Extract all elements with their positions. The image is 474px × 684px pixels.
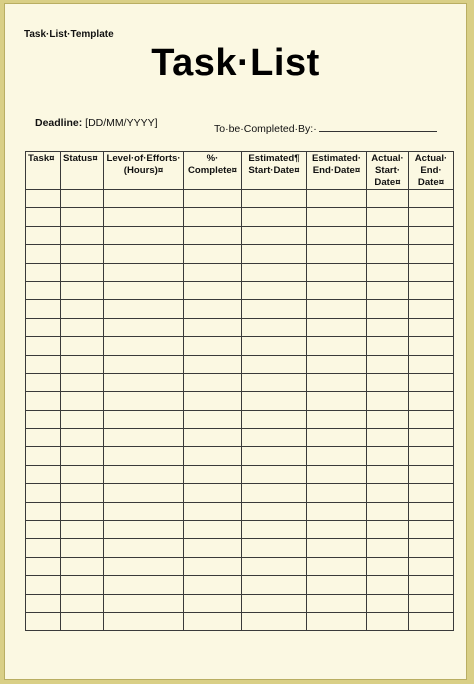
table-cell[interactable] <box>242 429 307 447</box>
table-cell[interactable] <box>367 465 409 483</box>
table-cell[interactable] <box>61 263 104 281</box>
table-cell[interactable] <box>184 612 242 630</box>
table-cell[interactable] <box>242 392 307 410</box>
table-cell[interactable] <box>242 208 307 226</box>
table-cell[interactable] <box>307 392 367 410</box>
table-cell[interactable] <box>26 576 61 594</box>
deadline-value: [DD/MM/YYYY] <box>82 117 158 129</box>
table-cell[interactable] <box>26 263 61 281</box>
table-cell[interactable] <box>409 410 454 428</box>
table-cell[interactable] <box>307 502 367 520</box>
table-cell[interactable] <box>409 484 454 502</box>
table-cell[interactable] <box>307 337 367 355</box>
table-cell[interactable] <box>307 429 367 447</box>
table-cell[interactable] <box>409 557 454 575</box>
table-cell[interactable] <box>61 539 104 557</box>
completed-by-blank-line <box>319 122 437 132</box>
table-row <box>26 502 454 520</box>
task-table <box>25 151 454 631</box>
header-level-of-efforts: Level·of·Efforts· (Hours)¤ <box>104 152 184 190</box>
table-cell[interactable] <box>104 429 184 447</box>
table-cell[interactable] <box>26 502 61 520</box>
table-row <box>26 465 454 483</box>
table-cell[interactable] <box>367 429 409 447</box>
table-cell[interactable] <box>307 594 367 612</box>
table-cell[interactable] <box>242 594 307 612</box>
table-cell[interactable] <box>104 190 184 208</box>
table-cell[interactable] <box>26 557 61 575</box>
table-cell[interactable] <box>242 190 307 208</box>
table-cell[interactable] <box>307 300 367 318</box>
table-cell[interactable] <box>242 447 307 465</box>
table-row <box>26 447 454 465</box>
header-estimated-end-date: Estimated· End·Date¤ <box>307 152 367 190</box>
table-cell[interactable] <box>409 245 454 263</box>
table-cell[interactable] <box>307 576 367 594</box>
table-cell[interactable] <box>104 263 184 281</box>
table-cell[interactable] <box>367 245 409 263</box>
table-cell[interactable] <box>409 318 454 336</box>
table-cell[interactable] <box>104 208 184 226</box>
table-cell[interactable] <box>104 484 184 502</box>
table-row <box>26 208 454 226</box>
table-cell[interactable] <box>26 300 61 318</box>
table-cell[interactable] <box>367 226 409 244</box>
header-actual-end-date: Actual· End· Date¤ <box>409 152 454 190</box>
table-cell[interactable] <box>184 392 242 410</box>
table-cell[interactable] <box>242 539 307 557</box>
table-cell[interactable] <box>409 539 454 557</box>
table-cell[interactable] <box>104 226 184 244</box>
table-cell[interactable] <box>184 263 242 281</box>
table-cell[interactable] <box>409 263 454 281</box>
table-cell[interactable] <box>367 594 409 612</box>
table-cell[interactable] <box>242 373 307 391</box>
table-cell[interactable] <box>242 245 307 263</box>
table-cell[interactable] <box>61 300 104 318</box>
table-cell[interactable] <box>409 300 454 318</box>
table-cell[interactable] <box>307 190 367 208</box>
table-cell[interactable] <box>184 355 242 373</box>
table-cell[interactable] <box>242 337 307 355</box>
table-cell[interactable] <box>307 484 367 502</box>
table-cell[interactable] <box>242 521 307 539</box>
table-row <box>26 337 454 355</box>
table-cell[interactable] <box>26 521 61 539</box>
table-cell[interactable] <box>367 557 409 575</box>
table-cell[interactable] <box>409 429 454 447</box>
table-cell[interactable] <box>26 318 61 336</box>
table-cell[interactable] <box>26 337 61 355</box>
table-cell[interactable] <box>367 576 409 594</box>
table-cell[interactable] <box>242 612 307 630</box>
table-cell[interactable] <box>184 337 242 355</box>
table-cell[interactable] <box>184 300 242 318</box>
table-cell[interactable] <box>104 594 184 612</box>
table-row <box>26 392 454 410</box>
table-cell[interactable] <box>367 484 409 502</box>
table-row <box>26 318 454 336</box>
table-cell[interactable] <box>61 355 104 373</box>
table-cell[interactable] <box>184 429 242 447</box>
table-cell[interactable] <box>61 429 104 447</box>
table-header-row <box>26 152 454 190</box>
table-cell[interactable] <box>61 318 104 336</box>
table-row <box>26 429 454 447</box>
table-row <box>26 245 454 263</box>
table-cell[interactable] <box>367 502 409 520</box>
table-row <box>26 300 454 318</box>
table-cell[interactable] <box>242 300 307 318</box>
table-cell[interactable] <box>409 521 454 539</box>
table-cell[interactable] <box>409 612 454 630</box>
table-cell[interactable] <box>367 521 409 539</box>
table-cell[interactable] <box>104 318 184 336</box>
table-cell[interactable] <box>409 337 454 355</box>
table-cell[interactable] <box>409 576 454 594</box>
header-status: Status¤ <box>61 152 104 190</box>
table-cell[interactable] <box>61 208 104 226</box>
table-cell[interactable] <box>61 410 104 428</box>
table-cell[interactable] <box>409 502 454 520</box>
table-cell[interactable] <box>184 594 242 612</box>
table-cell[interactable] <box>242 410 307 428</box>
deadline-field[interactable] <box>35 117 158 129</box>
table-cell[interactable] <box>104 521 184 539</box>
table-cell[interactable] <box>307 226 367 244</box>
table-cell[interactable] <box>184 557 242 575</box>
table-cell[interactable] <box>61 373 104 391</box>
table-cell[interactable] <box>409 208 454 226</box>
table-cell[interactable] <box>409 447 454 465</box>
table-cell[interactable] <box>367 263 409 281</box>
table-cell[interactable] <box>409 594 454 612</box>
table-cell[interactable] <box>104 612 184 630</box>
table-cell[interactable] <box>184 447 242 465</box>
table-cell[interactable] <box>184 190 242 208</box>
table-cell[interactable] <box>242 465 307 483</box>
table-cell[interactable] <box>307 208 367 226</box>
table-cell[interactable] <box>104 392 184 410</box>
table-cell[interactable] <box>307 465 367 483</box>
table-row <box>26 373 454 391</box>
table-cell[interactable] <box>409 373 454 391</box>
table-cell[interactable] <box>184 281 242 299</box>
task-list-sheet <box>4 3 467 680</box>
table-cell[interactable] <box>61 226 104 244</box>
table-cell[interactable] <box>184 318 242 336</box>
table-cell[interactable] <box>26 208 61 226</box>
table-row <box>26 410 454 428</box>
table-cell[interactable] <box>307 318 367 336</box>
table-cell[interactable] <box>367 410 409 428</box>
table-cell[interactable] <box>242 484 307 502</box>
table-row <box>26 355 454 373</box>
task-table-body <box>26 190 454 631</box>
table-cell[interactable] <box>26 465 61 483</box>
table-cell[interactable] <box>367 190 409 208</box>
deadline-label: Deadline: <box>35 117 83 129</box>
table-cell[interactable] <box>307 245 367 263</box>
table-row <box>26 539 454 557</box>
table-cell[interactable] <box>184 373 242 391</box>
table-cell[interactable] <box>104 245 184 263</box>
table-cell[interactable] <box>104 557 184 575</box>
table-cell[interactable] <box>184 576 242 594</box>
table-row <box>26 281 454 299</box>
header-actual-start-date: Actual· Start· Date¤ <box>367 152 409 190</box>
table-cell[interactable] <box>307 263 367 281</box>
page-title: Task·List <box>151 42 320 84</box>
table-cell[interactable] <box>307 410 367 428</box>
table-cell[interactable] <box>242 355 307 373</box>
table-cell[interactable] <box>26 226 61 244</box>
table-row <box>26 576 454 594</box>
table-cell[interactable] <box>307 521 367 539</box>
table-cell[interactable] <box>242 263 307 281</box>
table-cell[interactable] <box>307 447 367 465</box>
table-cell[interactable] <box>367 281 409 299</box>
table-cell[interactable] <box>104 281 184 299</box>
table-cell[interactable] <box>61 281 104 299</box>
table-cell[interactable] <box>104 355 184 373</box>
table-cell[interactable] <box>61 190 104 208</box>
table-cell[interactable] <box>307 281 367 299</box>
table-cell[interactable] <box>184 465 242 483</box>
table-cell[interactable] <box>26 392 61 410</box>
table-cell[interactable] <box>104 576 184 594</box>
table-cell[interactable] <box>26 373 61 391</box>
table-cell[interactable] <box>242 502 307 520</box>
table-cell[interactable] <box>26 484 61 502</box>
table-cell[interactable] <box>26 539 61 557</box>
table-cell[interactable] <box>104 502 184 520</box>
table-cell[interactable] <box>61 465 104 483</box>
table-cell[interactable] <box>242 226 307 244</box>
table-cell[interactable] <box>307 355 367 373</box>
table-cell[interactable] <box>61 612 104 630</box>
table-cell[interactable] <box>61 392 104 410</box>
table-cell[interactable] <box>307 557 367 575</box>
table-cell[interactable] <box>26 447 61 465</box>
table-cell[interactable] <box>26 355 61 373</box>
table-cell[interactable] <box>242 576 307 594</box>
table-cell[interactable] <box>61 484 104 502</box>
table-row <box>26 226 454 244</box>
table-cell[interactable] <box>26 429 61 447</box>
table-cell[interactable] <box>104 373 184 391</box>
table-row <box>26 484 454 502</box>
table-cell[interactable] <box>367 318 409 336</box>
template-title: Task·List·Template <box>24 29 114 40</box>
table-cell[interactable] <box>184 245 242 263</box>
table-cell[interactable] <box>184 226 242 244</box>
table-cell[interactable] <box>242 281 307 299</box>
table-cell[interactable] <box>367 300 409 318</box>
table-cell[interactable] <box>61 594 104 612</box>
table-cell[interactable] <box>367 392 409 410</box>
header-estimated-start-date: Estimated¶ Start·Date¤ <box>242 152 307 190</box>
table-cell[interactable] <box>367 355 409 373</box>
table-cell[interactable] <box>307 539 367 557</box>
table-row <box>26 521 454 539</box>
table-cell[interactable] <box>367 337 409 355</box>
table-cell[interactable] <box>104 539 184 557</box>
table-cell[interactable] <box>184 208 242 226</box>
table-cell[interactable] <box>184 502 242 520</box>
table-cell[interactable] <box>409 190 454 208</box>
table-cell[interactable] <box>26 410 61 428</box>
table-cell[interactable] <box>367 208 409 226</box>
table-cell[interactable] <box>409 281 454 299</box>
table-cell[interactable] <box>104 410 184 428</box>
table-cell[interactable] <box>184 410 242 428</box>
table-cell[interactable] <box>367 539 409 557</box>
table-cell[interactable] <box>104 447 184 465</box>
table-cell[interactable] <box>26 612 61 630</box>
table-cell[interactable] <box>242 557 307 575</box>
table-cell[interactable] <box>409 465 454 483</box>
table-cell[interactable] <box>104 465 184 483</box>
table-cell[interactable] <box>367 612 409 630</box>
table-cell[interactable] <box>61 557 104 575</box>
table-cell[interactable] <box>26 594 61 612</box>
table-cell[interactable] <box>61 337 104 355</box>
table-cell[interactable] <box>61 245 104 263</box>
table-cell[interactable] <box>367 373 409 391</box>
completed-by-field[interactable] <box>214 122 437 135</box>
table-cell[interactable] <box>26 281 61 299</box>
table-cell[interactable] <box>104 300 184 318</box>
table-cell[interactable] <box>184 539 242 557</box>
completed-by-label: To·be·Completed·By:· <box>214 123 317 135</box>
table-cell[interactable] <box>104 337 184 355</box>
header-task: Task¤ <box>26 152 61 190</box>
table-cell[interactable] <box>409 392 454 410</box>
table-cell[interactable] <box>61 576 104 594</box>
table-cell[interactable] <box>367 447 409 465</box>
table-row <box>26 263 454 281</box>
table-cell[interactable] <box>409 226 454 244</box>
table-cell[interactable] <box>61 502 104 520</box>
table-row <box>26 557 454 575</box>
table-row <box>26 190 454 208</box>
table-cell[interactable] <box>26 245 61 263</box>
table-cell[interactable] <box>26 190 61 208</box>
table-cell[interactable] <box>307 373 367 391</box>
header-percent-complete: %· Complete¤ <box>184 152 242 190</box>
table-cell[interactable] <box>184 521 242 539</box>
table-cell[interactable] <box>61 521 104 539</box>
table-cell[interactable] <box>307 612 367 630</box>
table-row <box>26 594 454 612</box>
table-cell[interactable] <box>242 318 307 336</box>
table-cell[interactable] <box>409 355 454 373</box>
table-cell[interactable] <box>184 484 242 502</box>
table-cell[interactable] <box>61 447 104 465</box>
table-row <box>26 612 454 630</box>
